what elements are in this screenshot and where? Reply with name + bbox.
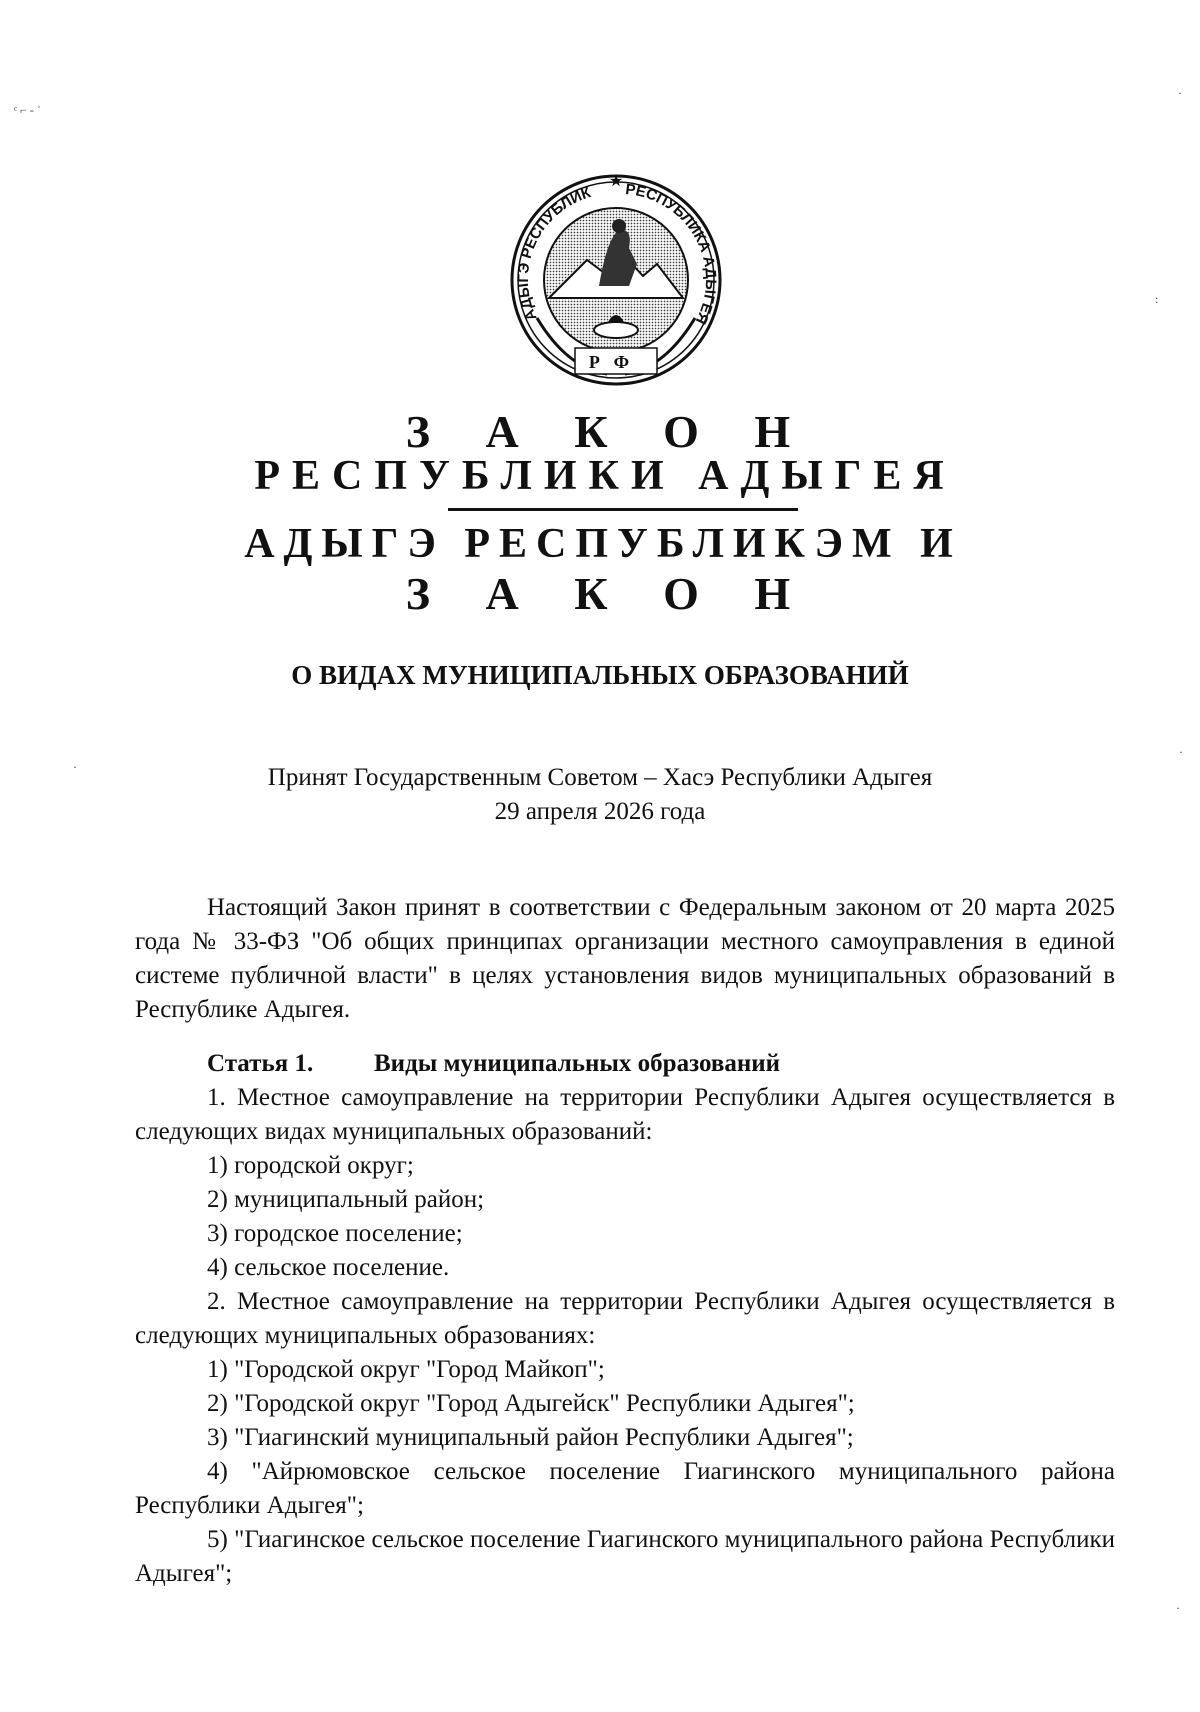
list-item: 1) "Городской округ "Город Майкоп";	[207, 1356, 605, 1383]
scan-speck: ·	[1179, 745, 1183, 759]
adoption-body: Принят Государственным Советом – Хасэ Республики Адыгея	[267, 764, 933, 791]
list-item: 5) "Гиагинское сельское поселение Гиагинского муниципального района Республики Адыгея";	[135, 1526, 1115, 1587]
coat-of-arms-seal	[507, 168, 725, 392]
seal-bottom-letters: РФ	[588, 352, 644, 372]
list-item: 4) "Айрюмовское сельское поселение Гиагинского муниципального района Республики Адыгея";	[135, 1458, 1115, 1519]
article-heading	[135, 1047, 1115, 1081]
list-item: 2) муниципальный район;	[207, 1186, 485, 1213]
adoption-date: 29 апреля 2026 года	[494, 798, 706, 825]
law-heading-adyghe: З А К О Н	[405, 568, 813, 619]
article-title: Виды муниципальных образований	[374, 1050, 781, 1077]
seal-star-icon: ★	[608, 173, 624, 190]
scan-speck: :	[1155, 292, 1159, 306]
preamble-paragraph: Настоящий Закон принят в соответствии с Федеральным законом от 20 марта 2025 года № 33-ФЗ "Об общих принципах организации местного самоуправления в единой системе публичной власти" в целях установления видов муниципальных образований в Республике Адыгея.	[135, 894, 1115, 1023]
republic-name-adyghe: АДЫГЭ РЕСПУБЛИКЭМ И	[244, 521, 962, 567]
adoption-info	[0, 761, 1200, 829]
scan-speck: ·	[73, 760, 77, 774]
list-item: 3) городское поселение;	[207, 1220, 463, 1247]
scan-speck: ·	[1176, 1601, 1180, 1615]
document-body	[135, 891, 1115, 1591]
list-item: 4) сельское поселение.	[207, 1254, 450, 1281]
article-paragraph: 1. Местное самоуправление на территории Республики Адыгея осуществляется в следующих видах муниципальных образований:	[135, 1084, 1115, 1145]
law-heading: З А К О Н	[405, 406, 813, 457]
list-item: 3) "Гиагинский муниципальный район Республики Адыгея";	[207, 1424, 854, 1451]
law-subject-title: О ВИДАХ МУНИЦИПАЛЬНЫХ ОБРАЗОВАНИЙ	[291, 660, 909, 690]
article-paragraph: 2. Местное самоуправление на территории Республики Адыгея осуществляется в следующих муниципальных образованиях:	[135, 1288, 1115, 1349]
republic-name-russian: РЕСПУБЛИКИ АДЫГЕЯ	[254, 453, 956, 499]
article-number: Статья 1.	[207, 1050, 314, 1077]
header-divider	[448, 508, 798, 511]
list-item: 1) городской округ;	[207, 1152, 414, 1179]
seal-ring-text-right: РЕСПУБЛИКА АДЫГЕЯ	[624, 180, 720, 327]
scan-speck: ·	[1178, 86, 1182, 100]
seal-ring-text-left: АДЫГЭ РЕСПУБЛИК	[514, 184, 593, 324]
list-item: 2) "Городской округ "Город Адыгейск" Республики Адыгея";	[207, 1390, 855, 1417]
scan-speck: ᶜ ⌐ - ʾ	[14, 103, 41, 117]
